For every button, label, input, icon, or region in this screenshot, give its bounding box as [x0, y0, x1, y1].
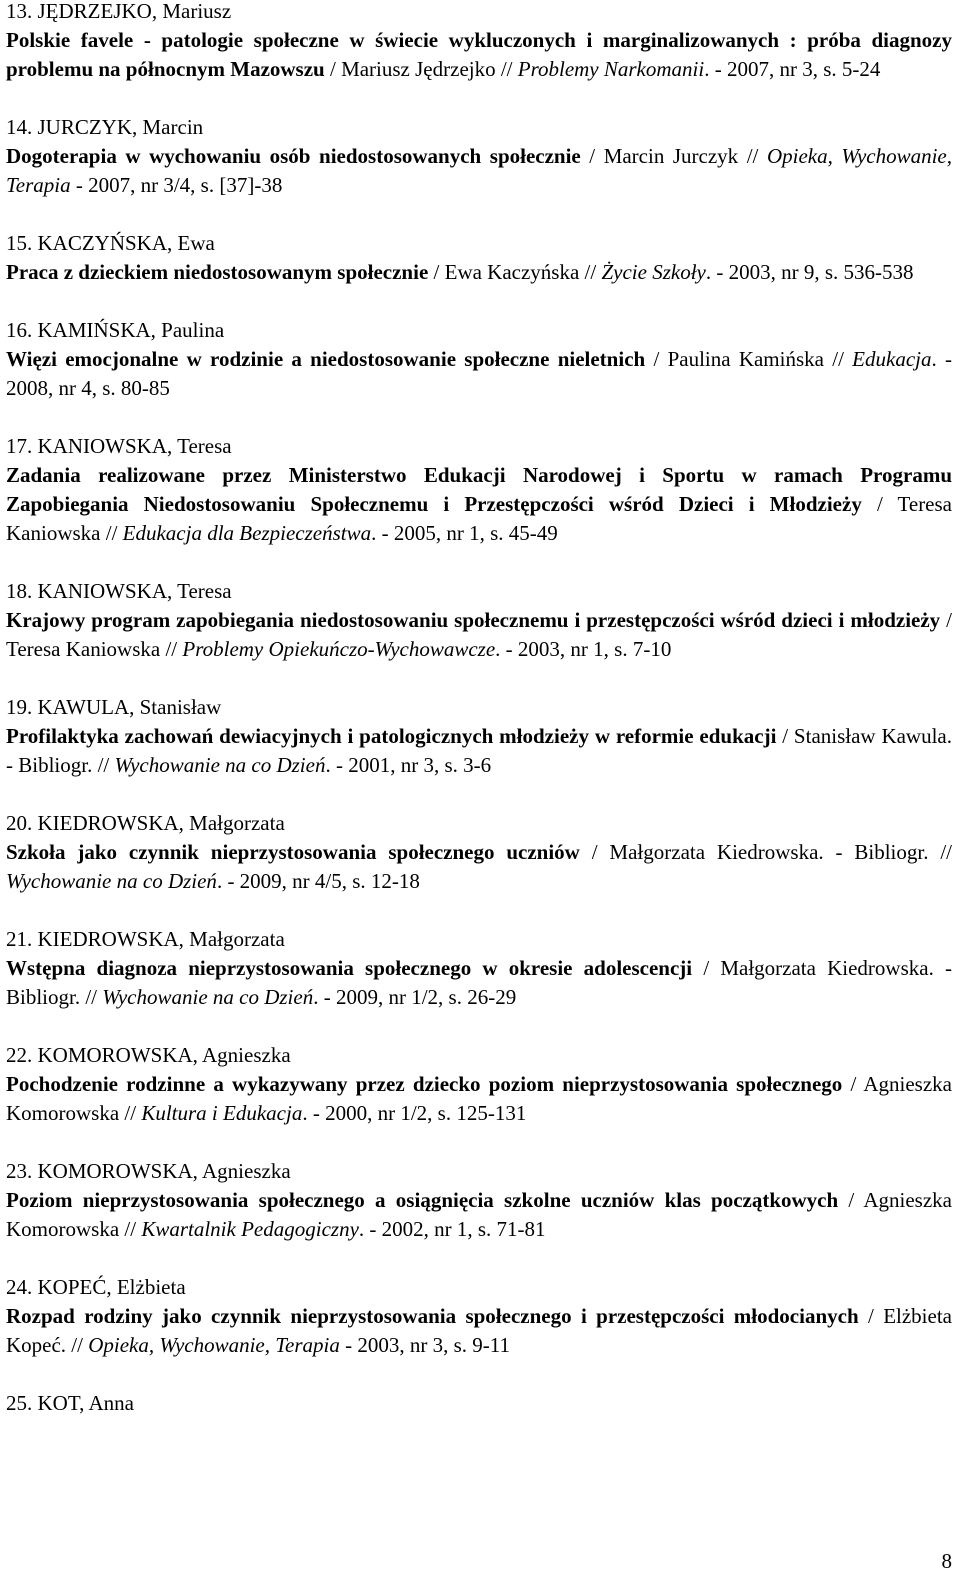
entry-heading: 20. KIEDROWSKA, Małgorzata — [6, 811, 285, 835]
entry-description — [6, 258, 952, 287]
entry-heading: 13. JĘDRZEJKO, Mariusz — [6, 0, 232, 23]
entry-description — [6, 722, 952, 780]
entry-description — [6, 461, 952, 548]
entry-details: . - 2002, nr 1, s. 71-81 — [358, 1217, 546, 1241]
entry-responsibility: / Stanisław Kawula. - Bibliogr. // — [6, 724, 952, 777]
page-number: 8 — [941, 1549, 952, 1573]
entry-description — [6, 142, 952, 200]
entry-heading: 16. KAMIŃSKA, Paulina — [6, 318, 225, 342]
entry-source: Problemy Narkomanii — [517, 57, 705, 81]
entry-source: Wychowanie na co Dzień — [102, 985, 314, 1009]
entry-responsibility: / Małgorzata Kiedrowska. - Bibliogr. // — [579, 840, 952, 864]
bibliography-entry — [6, 577, 952, 664]
entry-source: Edukacja — [852, 347, 932, 371]
entry-responsibility: / Teresa Kaniowska // — [6, 492, 952, 545]
entry-heading: 25. KOT, Anna — [6, 1391, 134, 1415]
entry-responsibility: / Mariusz Jędrzejko // — [324, 57, 518, 81]
bibliography-list — [6, 0, 952, 1447]
entry-source: Wychowanie na co Dzień — [114, 753, 326, 777]
entry-details: . - 2001, nr 3, s. 3-6 — [325, 753, 492, 777]
entry-title: Krajowy program zapobiegania niedostosowaniu społecznemu i przestępczości wśród dzieci i młodzieży — [6, 608, 941, 632]
entry-responsibility: / Elżbieta Kopeć. // — [6, 1304, 952, 1357]
entry-source: Kultura i Edukacja — [141, 1101, 303, 1125]
entry-source: Opieka, Wychowanie, Terapia — [88, 1333, 340, 1357]
entry-source: Wychowanie na co Dzień — [6, 869, 217, 893]
entry-title: Szkoła jako czynnik nieprzystosowania społecznego uczniów — [6, 840, 580, 864]
entry-details: . - 2003, nr 9, s. 536-538 — [705, 260, 914, 284]
bibliography-entry — [6, 925, 952, 1012]
entry-title: Rozpad rodziny jako czynnik nieprzystosowania społecznego i przestępczości młodocianych — [6, 1304, 859, 1328]
entry-details: . - 2005, nr 1, s. 45-49 — [371, 521, 558, 545]
entry-description — [6, 606, 952, 664]
entry-heading: 24. KOPEĆ, Elżbieta — [6, 1275, 186, 1299]
entry-title: Wstępna diagnoza nieprzystosowania społecznego w okresie adolescencji — [6, 956, 693, 980]
entry-responsibility: / Marcin Jurczyk // — [580, 144, 767, 168]
entry-title: Zadania realizowane przez Ministerstwo Edukacji Narodowej i Sportu w ramach Programu Zapobiegania Niedostosowaniu Społecznemu i Przestępczości wśród Dzieci i Młodzieży — [6, 463, 952, 516]
entry-details: . - 2009, nr 1/2, s. 26-29 — [313, 985, 517, 1009]
bibliography-entry — [6, 693, 952, 780]
bibliography-entry — [6, 809, 952, 896]
entry-heading: 14. JURCZYK, Marcin — [6, 115, 204, 139]
bibliography-entry — [6, 1389, 952, 1418]
entry-heading: 17. KANIOWSKA, Teresa — [6, 434, 232, 458]
entry-title: Profilaktyka zachowań dewiacyjnych i patologicznych młodzieży w reformie edukacji — [6, 724, 777, 748]
bibliography-entry — [6, 113, 952, 200]
entry-title: Poziom nieprzystosowania społecznego a osiągnięcia szkolne uczniów klas początkowych — [6, 1188, 839, 1212]
entry-source: Problemy Opiekuńczo-Wychowawcze — [182, 637, 496, 661]
bibliography-entry — [6, 432, 952, 548]
entry-heading: 18. KANIOWSKA, Teresa — [6, 579, 232, 603]
entry-heading: 19. KAWULA, Stanisław — [6, 695, 222, 719]
entry-source: Edukacja dla Bezpieczeństwa — [122, 521, 372, 545]
entry-description — [6, 954, 952, 1012]
entry-heading: 23. KOMOROWSKA, Agnieszka — [6, 1159, 291, 1183]
bibliography-entry — [6, 1157, 952, 1244]
bibliography-entry — [6, 316, 952, 403]
entry-responsibility: / Agnieszka Komorowska // — [6, 1072, 953, 1125]
entry-description — [6, 345, 952, 403]
entry-source: Życie Szkoły — [601, 260, 706, 284]
bibliography-entry — [6, 229, 952, 287]
entry-description — [6, 1070, 952, 1128]
entry-source: Kwartalnik Pedagogiczny — [141, 1217, 359, 1241]
entry-heading: 21. KIEDROWSKA, Małgorzata — [6, 927, 285, 951]
entry-title: Więzi emocjonalne w rodzinie a niedostosowanie społeczne nieletnich — [6, 347, 646, 371]
entry-description — [6, 26, 952, 84]
bibliography-entry — [6, 1041, 952, 1128]
entry-responsibility: / Ewa Kaczyńska // — [428, 260, 602, 284]
bibliography-entry — [6, 0, 952, 84]
entry-title: Praca z dzieckiem niedostosowanym społecznie — [6, 260, 429, 284]
entry-description — [6, 1186, 952, 1244]
entry-title: Polskie favele - patologie społeczne w świecie wykluczonych i marginalizowanych : próba diagnozy problemu na północnym Mazowszu — [6, 28, 952, 81]
entry-source: Opieka, Wychowanie, Terapia — [6, 144, 953, 197]
bibliography-entry — [6, 1273, 952, 1360]
entry-heading: 15. KACZYŃSKA, Ewa — [6, 231, 215, 255]
entry-details: . - 2003, nr 1, s. 7-10 — [495, 637, 672, 661]
entry-details: . - 2000, nr 1/2, s. 125-131 — [302, 1101, 527, 1125]
entry-title: Dogoterapia w wychowaniu osób niedostosowanych społecznie — [6, 144, 581, 168]
entry-heading: 22. KOMOROWSKA, Agnieszka — [6, 1043, 291, 1067]
entry-responsibility: / Agnieszka Komorowska // — [6, 1188, 952, 1241]
entry-title: Pochodzenie rodzinne a wykazywany przez dziecko poziom nieprzystosowania społecznego — [6, 1072, 843, 1096]
entry-responsibility: / Małgorzata Kiedrowska. - Bibliogr. // — [6, 956, 953, 1009]
entry-details: . - 2007, nr 3, s. 5-24 — [704, 57, 881, 81]
entry-description — [6, 1302, 952, 1360]
entry-details: . - 2008, nr 4, s. 80-85 — [6, 347, 952, 400]
entry-details: - 2007, nr 3/4, s. [37]-38 — [70, 173, 283, 197]
entry-responsibility: / Teresa Kaniowska // — [6, 608, 952, 661]
entry-details: - 2003, nr 3, s. 9-11 — [339, 1333, 510, 1357]
entry-description — [6, 838, 952, 896]
entry-responsibility: / Paulina Kamińska // — [645, 347, 853, 371]
entry-details: . - 2009, nr 4/5, s. 12-18 — [216, 869, 420, 893]
